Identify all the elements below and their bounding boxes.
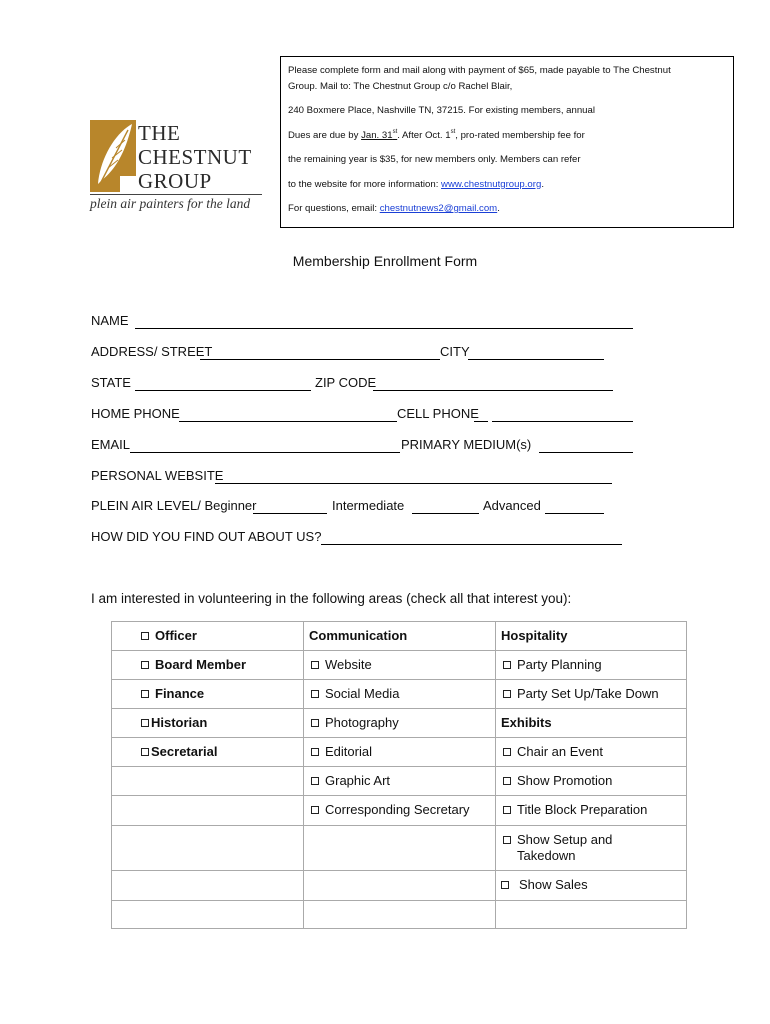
logo-tagline: plein air painters for the land (90, 196, 251, 211)
city-field[interactable] (468, 359, 604, 360)
address-row (91, 344, 651, 362)
logo-word-chestnut: CHESTNUT (138, 145, 252, 169)
website-link[interactable]: www.chestnutgroup.org (441, 178, 542, 190)
logo-word-the: THE (138, 121, 181, 145)
home-phone-label: HOME PHONE (91, 406, 180, 421)
instructions-line-7: For questions, email: chestnutnews2@gmail.com. (288, 203, 500, 214)
exhibits-header: Exhibits (501, 715, 552, 730)
home-phone-field[interactable] (179, 421, 397, 422)
secretarial-label: Secretarial (151, 744, 218, 759)
photography-label: Photography (325, 715, 399, 730)
state-row (91, 375, 651, 393)
website-field[interactable] (215, 483, 612, 484)
finance-label: Finance (155, 686, 205, 701)
logo-divider (90, 194, 262, 195)
address-label: ADDRESS/ STREET (91, 344, 213, 359)
name-field[interactable] (135, 328, 440, 329)
how-found-label: HOW DID YOU FIND OUT ABOUT US? (91, 529, 322, 544)
board-member-label: Board Member (155, 657, 247, 672)
intermediate-field[interactable] (412, 513, 479, 514)
how-found-field[interactable] (321, 544, 622, 545)
party-setup-label: Party Set Up/Take Down (517, 686, 659, 701)
graphic-art-checkbox[interactable] (311, 777, 319, 785)
party-setup-checkbox[interactable] (503, 690, 511, 698)
primary-medium-label: PRIMARY MEDIUM(s) (401, 437, 532, 452)
name-row (91, 313, 651, 331)
state-field[interactable] (135, 390, 311, 391)
chestnut-group-logo (90, 120, 265, 215)
party-planning-label: Party Planning (517, 657, 602, 672)
city-label: CITY (440, 344, 470, 359)
cell-phone-field[interactable] (492, 421, 633, 422)
party-planning-checkbox[interactable] (503, 661, 511, 669)
chair-event-label: Chair an Event (517, 744, 603, 759)
social-media-checkbox[interactable] (311, 690, 319, 698)
primary-medium-field[interactable] (539, 452, 633, 453)
how-found-row (91, 529, 651, 547)
title-block-label: Title Block Preparation (517, 802, 648, 817)
volunteer-table (111, 621, 687, 929)
advanced-label: Advanced (483, 498, 541, 513)
zip-field[interactable] (373, 390, 613, 391)
state-label: STATE (91, 375, 131, 390)
volunteer-intro: I am interested in volunteering in the following areas (check all that interest you): (91, 591, 572, 606)
secretarial-checkbox[interactable] (141, 748, 149, 756)
show-setup-label: Show Setup and Takedown (517, 832, 613, 863)
show-sales-checkbox[interactable] (501, 881, 509, 889)
editorial-checkbox[interactable] (311, 748, 319, 756)
show-sales-label: Show Sales (519, 877, 588, 892)
show-promotion-checkbox[interactable] (503, 777, 511, 785)
website-option-label: Website (325, 657, 372, 672)
email-field[interactable] (130, 452, 400, 453)
address-field[interactable] (200, 359, 440, 360)
beginner-field[interactable] (253, 513, 327, 514)
chair-event-checkbox[interactable] (503, 748, 511, 756)
name-field-2[interactable] (415, 328, 633, 329)
instructions-line-5: the remaining year is $35, for new members only. Members can refer (288, 154, 581, 165)
instructions-line-6: to the website for more information: www.chestnutgroup.org. (288, 178, 544, 190)
email-label: EMAIL (91, 437, 131, 452)
title-block-checkbox[interactable] (503, 806, 511, 814)
email-row (91, 437, 651, 455)
social-media-label: Social Media (325, 686, 400, 701)
cell-phone-label: CELL PHONE (397, 406, 479, 421)
chestnut-leaf-logo-icon (90, 120, 136, 192)
website-row (91, 468, 651, 486)
officer-label: Officer (155, 628, 197, 643)
instructions-line-4: Dues are due by Jan. 31st. After Oct. 1st, pro-rated membership fee for (288, 128, 585, 141)
intermediate-label: Intermediate (332, 498, 405, 513)
officer-checkbox[interactable] (141, 632, 149, 640)
instructions-line-1: Please complete form and mail along with payment of $65, made payable to The Chestnut (288, 65, 671, 76)
phone-row (91, 406, 651, 424)
plein-level-row (91, 498, 651, 516)
email-link[interactable]: chestnutnews2@gmail.com (379, 203, 498, 214)
logo-word-group: GROUP (138, 169, 212, 193)
advanced-field[interactable] (545, 513, 604, 514)
graphic-art-label: Graphic Art (325, 773, 391, 788)
instructions-line-3: 240 Boxmere Place, Nashville TN, 37215. For existing members, annual (288, 105, 595, 116)
cell-phone-field-a[interactable] (474, 421, 488, 422)
photography-checkbox[interactable] (311, 719, 319, 727)
corresponding-secretary-checkbox[interactable] (311, 806, 319, 814)
corresponding-secretary-label: Corresponding Secretary (325, 802, 470, 817)
plein-level-label: PLEIN AIR LEVEL/ Beginner (91, 498, 257, 513)
hospitality-header: Hospitality (501, 628, 568, 643)
name-label: NAME (91, 313, 129, 328)
board-member-checkbox[interactable] (141, 661, 149, 669)
show-promotion-label: Show Promotion (517, 773, 613, 788)
form-title: Membership Enrollment Form (292, 253, 478, 269)
dues-date: Jan. 31st (361, 128, 398, 141)
historian-checkbox[interactable] (141, 719, 149, 727)
zip-label: ZIP CODE (315, 375, 377, 390)
editorial-label: Editorial (325, 744, 372, 759)
instructions-line-2: Group. Mail to: The Chestnut Group c/o Rachel Blair, (288, 80, 513, 92)
show-setup-checkbox[interactable] (503, 836, 511, 844)
instructions-box (280, 56, 734, 228)
historian-label: Historian (151, 715, 208, 730)
communication-header: Communication (309, 628, 408, 643)
website-label: PERSONAL WEBSITE (91, 468, 224, 483)
finance-checkbox[interactable] (141, 690, 149, 698)
website-checkbox[interactable] (311, 661, 319, 669)
